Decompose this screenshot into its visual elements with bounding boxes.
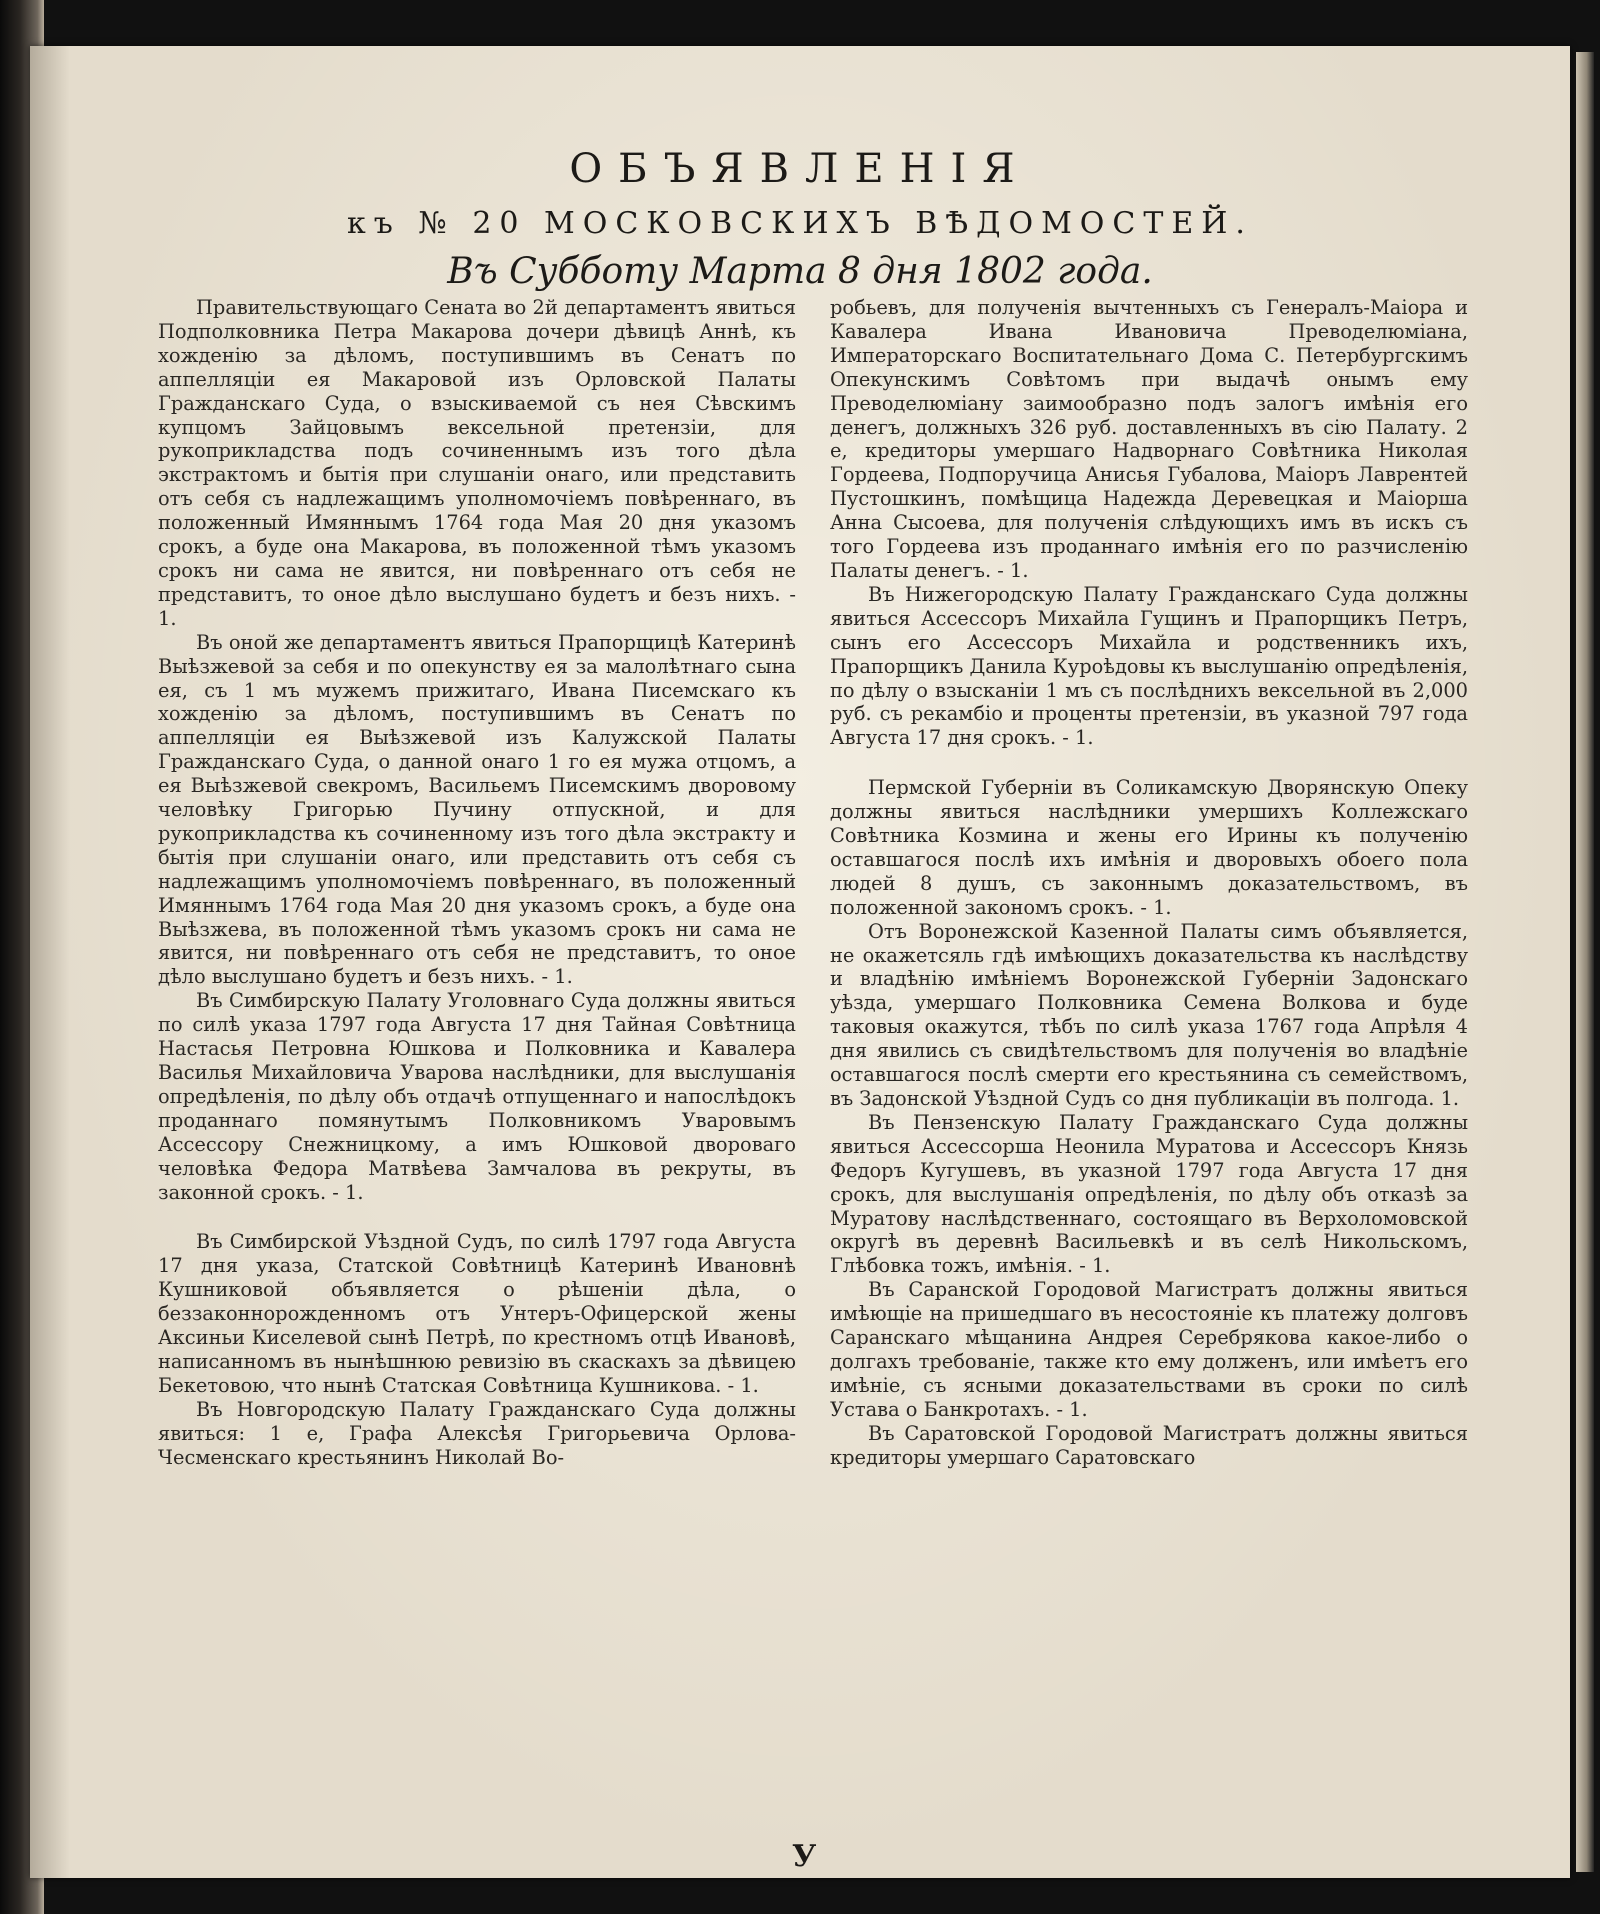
issue-subtitle: къ № 20 МОСКОВСКИХЪ ВѢДОМОСТЕЙ. [347, 206, 1253, 241]
announcement-paragraph: Въ Симбирскую Палату Уголовнаго Суда должны явиться по силѣ указа 1797 года Августа 17 дня Тайная Совѣтница Настасья Петровна Юшкова и Полковника и Кавалера Василья Михайловича Уварова наслѣдники, для выслушанія опредѣленія, по дѣлу объ отдачѣ отпущеннаго и напослѣдокъ проданнаго помянутымъ Полковникомъ Уваровымъ Ассессору Снежницкому, а имъ Юшковой двороваго человѣка Федора Матвѣева Замчалова въ рекруты, въ законной срокъ. - 1. [158, 989, 796, 1204]
announcement-paragraph: Въ оной же департаментъ явиться Прапорщицѣ Катеринѣ Выѣзжевой за себя и по опекунству ея за малолѣтнаго сына ея, съ 1 мъ мужемъ прижитаго, Ивана Писемскаго къ хожденію за дѣломъ, поступившимъ въ Сенатъ по аппелляціи ея Выѣзжевой изъ Калужской Палаты Гражданскаго Суда, о данной онаго 1 го ея мужа отцомъ, а ея Выѣзжевой свекромъ, Васильемъ Писемскимъ дворовому человѣку Григорью Пучину отпускной, и для рукоприкладства къ сочиненному изъ того дѣла экстракту и бытія при слушаніи онаго, или представить отъ себя съ надлежащимъ уполномочіемъ повѣреннаго, въ положенный Имяннымъ 1764 года Мая 20 дня указомъ срокъ, а буде она Выѣзжева, въ положенной тѣмъ указомъ срокъ ни сама не явится, ни повѣреннаго отъ себя не представитъ, то оное дѣло выслушано будетъ и безъ нихъ. - 1. [158, 630, 796, 989]
page-edge [1576, 52, 1594, 1872]
announcement-paragraph: Пермской Губерніи въ Соликамскую Дворянскую Опеку должны явиться наслѣдники умершихъ Коллежскаго Совѣтника Козмина и жены его Ирины къ полученію оставшагося послѣ ихъ имѣнія и дворовыхъ обоего пола людей 8 душъ, съ законнымъ доказательствомъ, въ положенной закономъ срокъ. - 1. [830, 776, 1468, 919]
announcement-paragraph: Въ Саратовской Городовой Магистратъ должны явиться кредиторы умершаго Саратовскаго [830, 1421, 1468, 1469]
announcement-paragraph: Отъ Воронежской Казенной Палаты симъ объявляется, не окажетсяль гдѣ имѣющихъ доказательства къ наслѣдству и владѣнію имѣніемъ Воронежской Губерніи Задонскаго уѣзда, умершаго Полковника Семена Волкова и буде таковыя окажутся, тѣбъ по силѣ указа 1767 года Апрѣля 4 дня явились съ свидѣтельствомъ для полученія во владѣніе оставшагося послѣ смерти его крестьянина съ семействомъ, въ Задонской Уѣздной Судъ со дня публикаціи въ полгода. 1. [830, 919, 1468, 1110]
announcement-paragraph: Въ Симбирской Уѣздной Судъ, по силѣ 1797 года Августа 17 дня указа, Статской Совѣтницѣ Катеринѣ Ивановнѣ Кушниковой объявляется о рѣшеніи дѣла, о беззаконнорожденномъ отъ Унтеръ-Офицерской жены Аксиньи Киселевой сынѣ Петрѣ, по крестномъ отцѣ Ивановѣ, написанномъ въ нынѣшнюю ревизію въ скаскахъ за дѣвицею Бекетовою, что нынѣ Статская Совѣтница Кушникова. - 1. [158, 1230, 796, 1397]
left-column [158, 296, 796, 1886]
announcement-paragraph: робьевъ, для полученія вычтенныхъ съ Генералъ-Маіора и Кавалера Ивана Ивановича Преводелюміана, Императорскаго Воспитательнаго Дома С. Петербургскимъ Опекунскимъ Совѣтомъ при выдачѣ онымъ ему Преводелюміану заимообразно подъ залогъ имѣнія его денегъ, должныхъ 326 руб. доставленныхъ въ сію Палату. 2 е, кредиторы умершаго Надворнаго Совѣтника Николая Гордеева, Подпоручица Анисья Губалова, Маіоръ Лаврентей Пустошкинъ, помѣщица Надежда Деревецкая и Маіорша Анна Сысоева, для полученія слѣдующихъ имъ въ искъ съ того Гордеева изъ проданнаго имѣнія его по разчисленію Палаты денегъ. - 1. [830, 296, 1468, 582]
announcement-paragraph: Въ Пензенскую Палату Гражданскаго Суда должны явиться Ассессорша Неонила Муратова и Ассессоръ Князь Федоръ Кугушевъ, въ указной 1797 года Августа 17 дня срокъ, для выслушанія опредѣленія, по дѣлу объ отказѣ за Муратову наслѣдственнаго, состоящаго въ Верхоломовской округѣ въ деревнѣ Васильевкѣ и въ селѣ Никольскомъ, Глѣбовка тожъ, имѣнія. - 1. [830, 1110, 1468, 1278]
announcement-paragraph: Въ Саранской Городовой Магистратъ должны явиться имѣющіе на пришедшаго въ несостояніе къ платежу долговъ Саранскаго мѣщанина Андрея Серебрякова какое-либо о долгахъ требованіе, также кто ему долженъ, или имѣетъ его имѣніе, съ ясными доказательствами въ сроки по силѣ Устава о Банкротахъ. - 1. [830, 1278, 1468, 1421]
newspaper-page [30, 46, 1570, 1878]
text-columns [158, 296, 1468, 1886]
page-title: ОБЪЯВЛЕНІЯ [569, 146, 1031, 192]
announcement-paragraph: Въ Новгородскую Палату Гражданскаго Суда должны явиться: 1 е, Графа Алексѣя Григорьевича Орлова-Чесменскаго крестьянинъ Николай Во- [158, 1397, 796, 1469]
dateline: Въ Субботу Марта 8 дня 1802 года. [447, 251, 1153, 292]
announcement-paragraph: Правительствующаго Сената во 2й департаментъ явиться Подполковника Петра Макарова дочери дѣвицѣ Аннѣ, къ хожденію за дѣломъ, поступившимъ въ Сенатъ по аппелляціи ея Макаровой изъ Орловской Палаты Гражданскаго Суда, о взыскиваемой съ нея Сѣвскимъ купцомъ Зайцовымъ вексельной претензіи, для рукоприкладства подъ сочиненнымъ изъ того дѣла экстрактомъ и бытія при слушаніи онаго, или представить отъ себя съ надлежащимъ уполномочіемъ повѣреннаго, въ положенный Имяннымъ 1764 года Мая 20 дня указомъ срокъ, а буде она Макарова, въ положенной тѣмъ указомъ срокъ ни сама не явится, ни повѣреннаго отъ себя не представитъ, то оное дѣло выслушано будетъ и безъ нихъ. - 1. [158, 296, 796, 630]
right-column [830, 296, 1468, 1886]
masthead [30, 146, 1570, 292]
announcement-paragraph: Въ Нижегородскую Палату Гражданскаго Суда должны явиться Ассессоръ Михайла Гущинъ и Прапорщикъ Петръ, сынъ его Ассессоръ Михайла и родственникъ ихъ, Прапорщикъ Данила Куроѣдовы къ выслушанію опредѣленія, по дѣлу о взысканіи 1 мъ съ послѣднихъ вексельной въ 2,000 руб. съ рекамбіо и проценты претензіи, въ указной 797 года Августа 17 дня срокъ. - 1. [830, 582, 1468, 750]
catchword: У [792, 1839, 817, 1874]
